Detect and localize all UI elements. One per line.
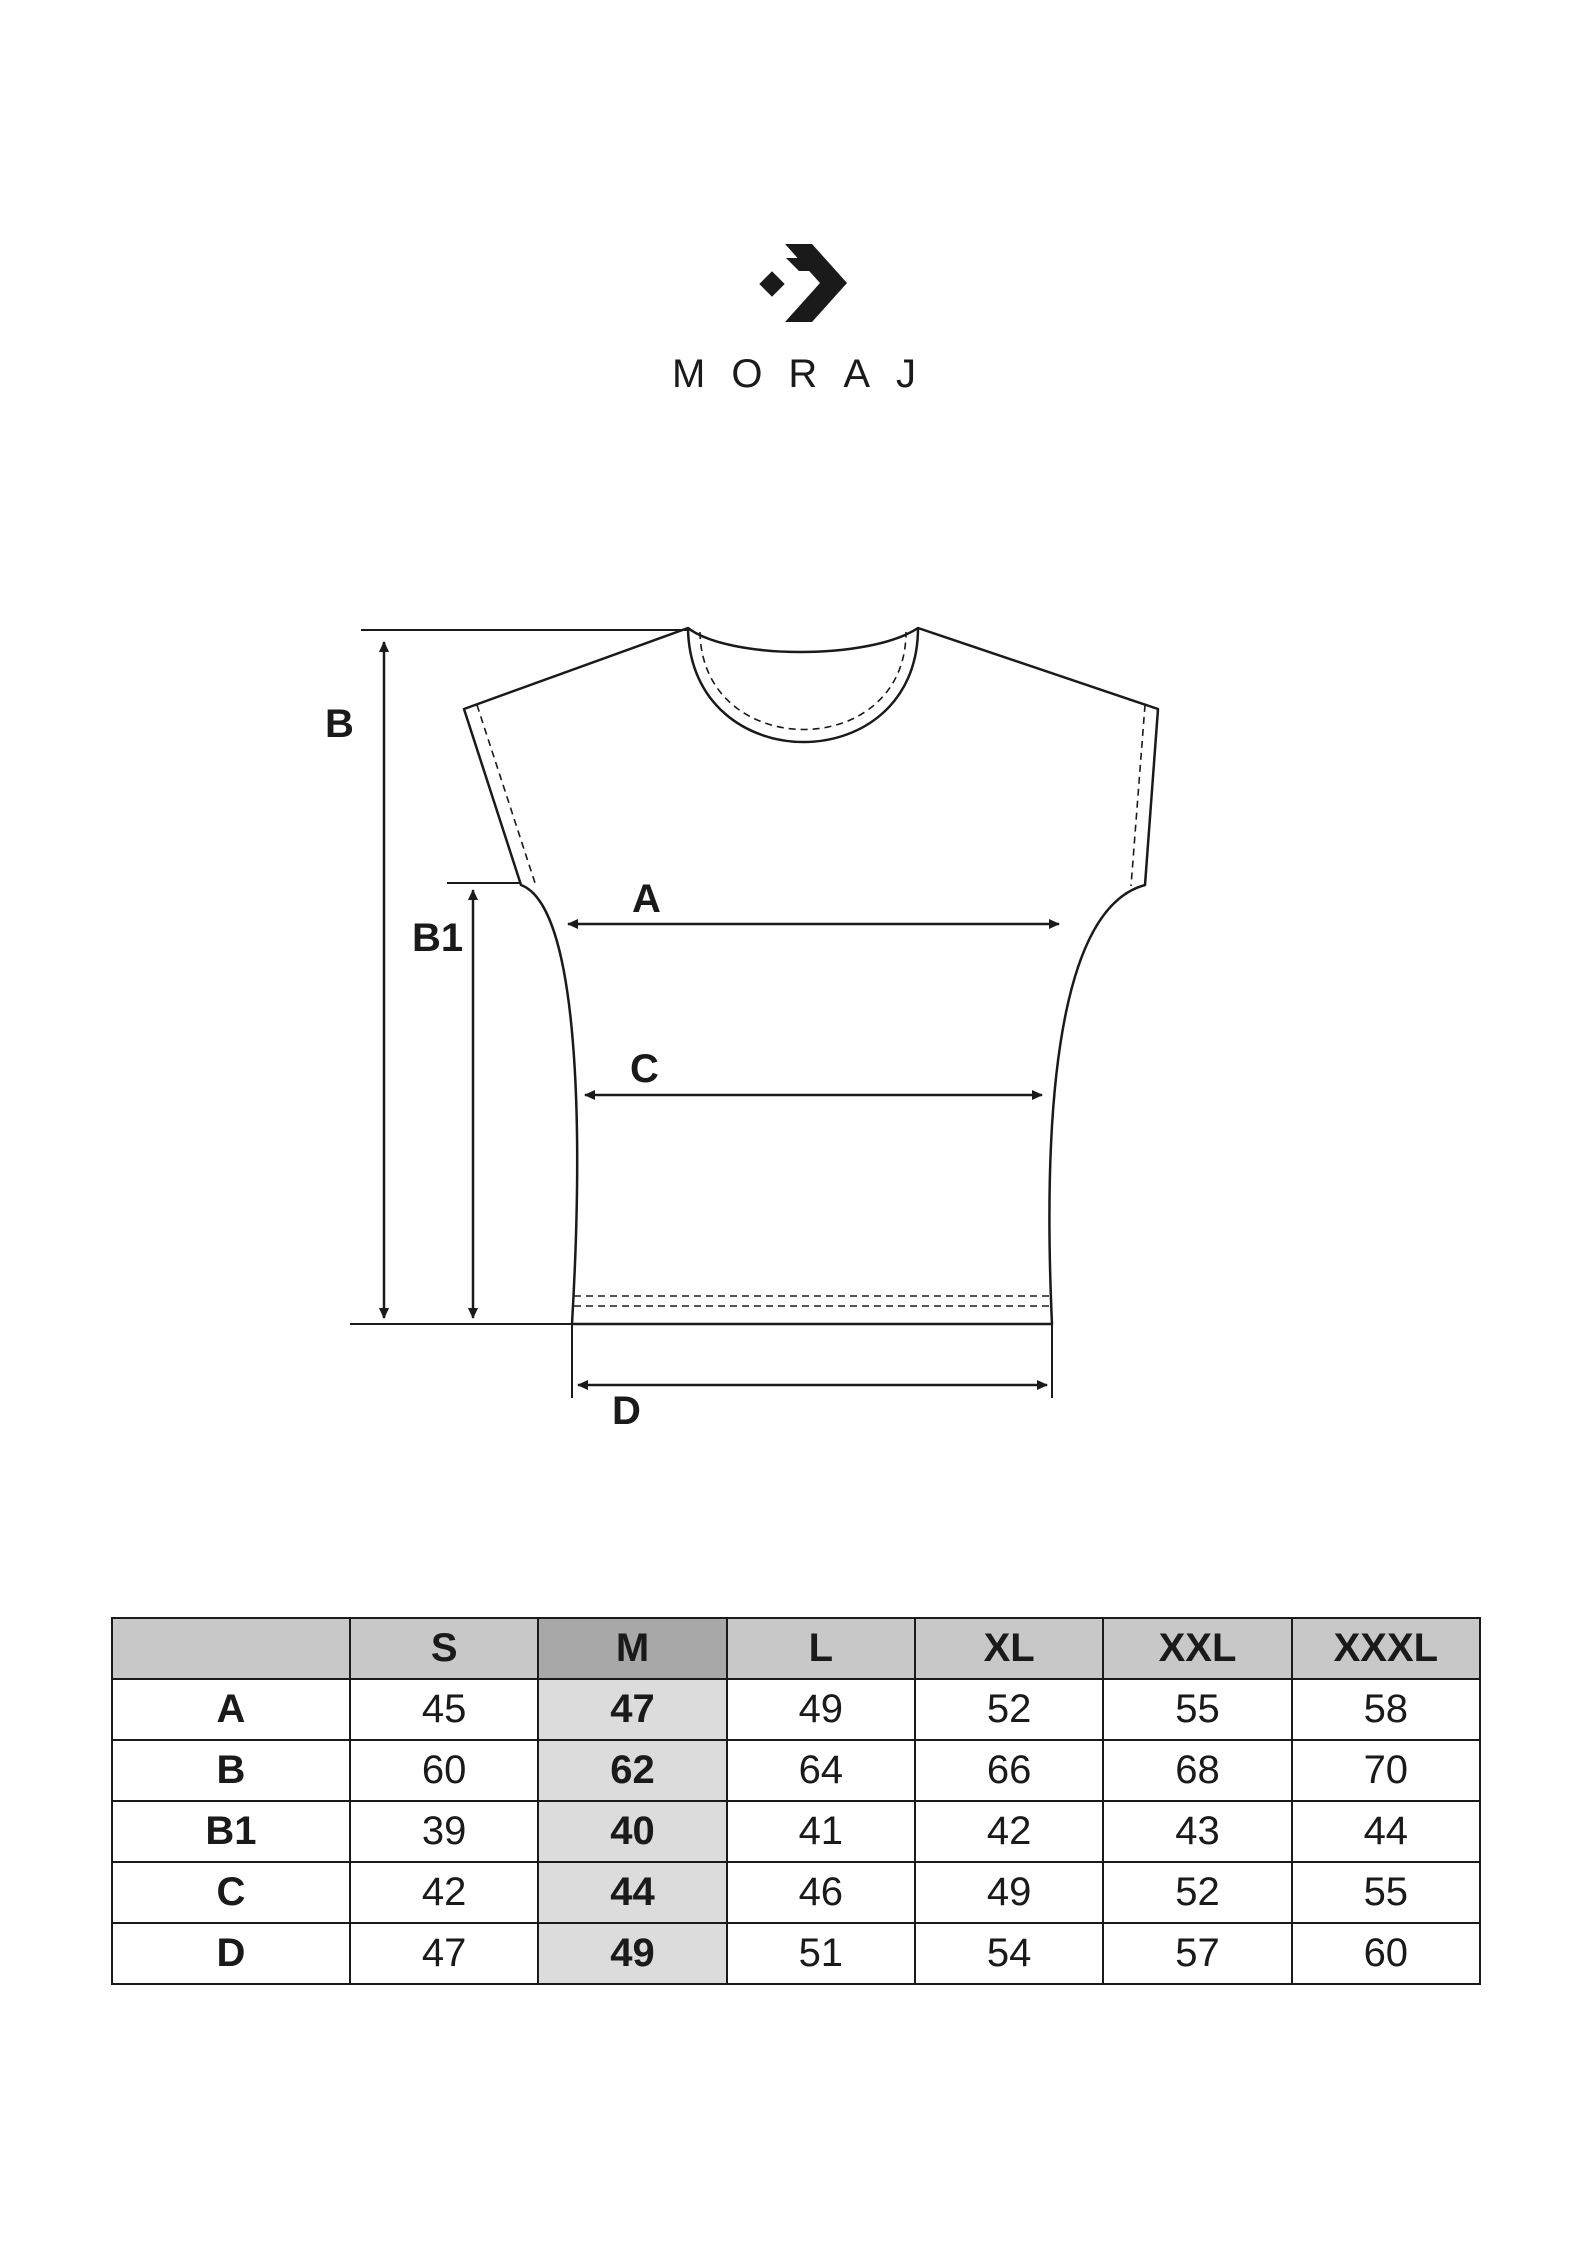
table-cell: 43 (1103, 1801, 1291, 1862)
label-c: C (630, 1047, 659, 1091)
row-label: B1 (112, 1801, 350, 1862)
header-size-s: S (350, 1618, 538, 1679)
size-table (111, 1617, 1481, 1985)
table-row (112, 1923, 1480, 1984)
row-label: D (112, 1923, 350, 1984)
table-row (112, 1679, 1480, 1740)
table-cell: 51 (727, 1923, 915, 1984)
chevron-diamond-logo-icon (759, 244, 847, 322)
table-cell: 49 (538, 1923, 726, 1984)
row-label: A (112, 1679, 350, 1740)
brand-name: MORAJ (672, 352, 942, 396)
table-cell: 42 (350, 1862, 538, 1923)
label-b1: B1 (412, 916, 464, 960)
table-cell: 55 (1292, 1862, 1480, 1923)
row-label: C (112, 1862, 350, 1923)
table-cell: 58 (1292, 1679, 1480, 1740)
table-cell: 46 (727, 1862, 915, 1923)
table-cell: 70 (1292, 1740, 1480, 1801)
measurement-guides (350, 630, 1052, 1398)
table-row (112, 1801, 1480, 1862)
table-cell: 66 (915, 1740, 1103, 1801)
t-shirt-outline (464, 628, 1158, 1324)
table-row (112, 1862, 1480, 1923)
table-cell: 49 (727, 1679, 915, 1740)
table-cell: 52 (1103, 1862, 1291, 1923)
table-cell: 40 (538, 1801, 726, 1862)
header-size-xxxl: XXXL (1292, 1618, 1480, 1679)
table-cell: 60 (1292, 1923, 1480, 1984)
table-cell: 62 (538, 1740, 726, 1801)
table-cell: 68 (1103, 1740, 1291, 1801)
table-cell: 41 (727, 1801, 915, 1862)
table-cell: 49 (915, 1862, 1103, 1923)
label-b: B (325, 702, 354, 746)
measurement-arrows (384, 642, 1059, 1385)
table-cell: 52 (915, 1679, 1103, 1740)
table-cell: 47 (538, 1679, 726, 1740)
table-cell: 64 (727, 1740, 915, 1801)
header-size-l: L (727, 1618, 915, 1679)
table-cell: 60 (350, 1740, 538, 1801)
header-size-xxl: XXL (1103, 1618, 1291, 1679)
table-cell: 47 (350, 1923, 538, 1984)
table-row (112, 1740, 1480, 1801)
header-size-m: M (538, 1618, 726, 1679)
table-cell: 55 (1103, 1679, 1291, 1740)
row-label: B (112, 1740, 350, 1801)
table-cell: 39 (350, 1801, 538, 1862)
table-cell: 57 (1103, 1923, 1291, 1984)
table-cell: 42 (915, 1801, 1103, 1862)
table-cell: 45 (350, 1679, 538, 1740)
table-cell: 44 (538, 1862, 726, 1923)
label-a: A (632, 877, 661, 921)
header-corner (112, 1618, 350, 1679)
size-header-row (112, 1618, 1480, 1679)
label-d: D (612, 1389, 641, 1433)
table-cell: 54 (915, 1923, 1103, 1984)
garment-diagram (0, 560, 1588, 1460)
table-cell: 44 (1292, 1801, 1480, 1862)
header-size-xl: XL (915, 1618, 1103, 1679)
